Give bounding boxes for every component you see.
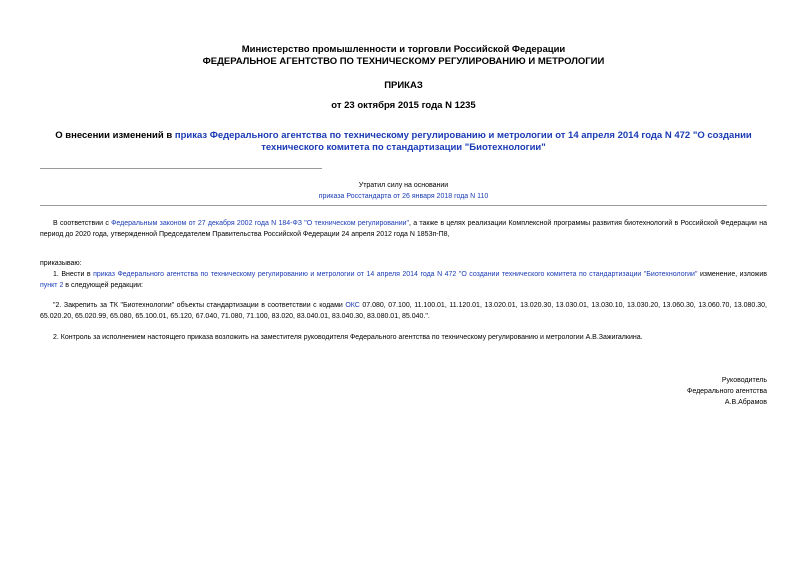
item2-paragraph: 2. Контроль за исполнением настоящего приказа возложить на заместителя руководителя Федерального агентства по техническому регулированию и метрологии А.В.Зажигалкина.: [53, 334, 643, 341]
signature-title: Руководитель: [721, 377, 767, 384]
date-number: от 23 октября 2015 года N 1235: [331, 100, 476, 111]
ministry-name: Министерство промышленности и торговли Российской Федерации: [241, 44, 566, 55]
item1-suffix: в следующей редакции:: [63, 282, 143, 289]
doc-type: ПРИКАЗ: [384, 80, 423, 91]
signature-name: А.В.Абрамов: [724, 399, 767, 406]
preamble-paragraph: [40, 218, 767, 240]
preamble-prefix: В соответствии с: [53, 220, 112, 227]
doc-title: [40, 130, 767, 154]
item1-prefix: 1. Внести в: [53, 271, 94, 278]
divider-long: [40, 205, 767, 206]
order-word: приказываю:: [40, 260, 82, 267]
status-note-text: Утратил силу на основании: [358, 182, 449, 189]
title-prefix: О внесении изменений в: [55, 130, 175, 141]
agency-name: ФЕДЕРАЛЬНОЕ АГЕНТСТВО ПО ТЕХНИЧЕСКОМУ РЕГУЛИРОВАНИЮ И МЕТРОЛОГИИ: [202, 56, 605, 67]
status-note-link-line: [40, 191, 767, 202]
signature-agency: Федерального агентства: [687, 388, 767, 395]
item1-point-link[interactable]: пункт 2: [40, 282, 64, 289]
item1-order-link[interactable]: приказ Федерального агентства по техническому регулированию и метрологии от 14 апреля 2014 года N 472 "О создании технического комитета по стандартизации "Биотехнологии": [93, 271, 698, 278]
item1-middle: изменение, изложив: [697, 271, 767, 278]
divider-short: [40, 168, 322, 169]
quote-prefix: "2. Закрепить за ТК "Биотехнологии" объекты стандартизации в соответствии с кодами: [53, 302, 346, 309]
oks-link[interactable]: ОКС: [345, 302, 360, 309]
federal-law-link[interactable]: Федеральным законом от 27 декабря 2002 года N 184-ФЗ "О техническом регулировании": [111, 220, 409, 227]
item1-paragraph: [40, 269, 767, 291]
preamble-suffix: , а также в целях реализации Комплексной программы развития биотехнологий в Российской Федерации на период до 2020 года, утвержденной Председателем Правительства Российской Федерации 24 апреля 2012 года N 1853п-П8,: [40, 220, 768, 238]
status-note-link[interactable]: приказа Росстандарта от 26 января 2018 года N 110: [318, 193, 489, 200]
quote-suffix: 07.080, 07.100, 11.100.01, 11.120.01, 13.020.01, 13.020.30, 13.030.01, 13.030.10, 13.030.20, 13.060.30, 13.060.70, 13.080.30, 65.020.20, 65.020.99, 65.080, 65.100.01, 65.120, 67.040, 71.080, 71.100, 83.020, 83.040.01, 83.040.30, 83.080.01, 85.040.".: [40, 302, 767, 320]
quote-paragraph: [40, 300, 767, 322]
title-link[interactable]: приказ Федерального агентства по техническому регулированию и метрологии от 14 апреля 2014 года N 472 "О создании технического комитета по стандартизации "Биотехнологии": [174, 130, 752, 153]
